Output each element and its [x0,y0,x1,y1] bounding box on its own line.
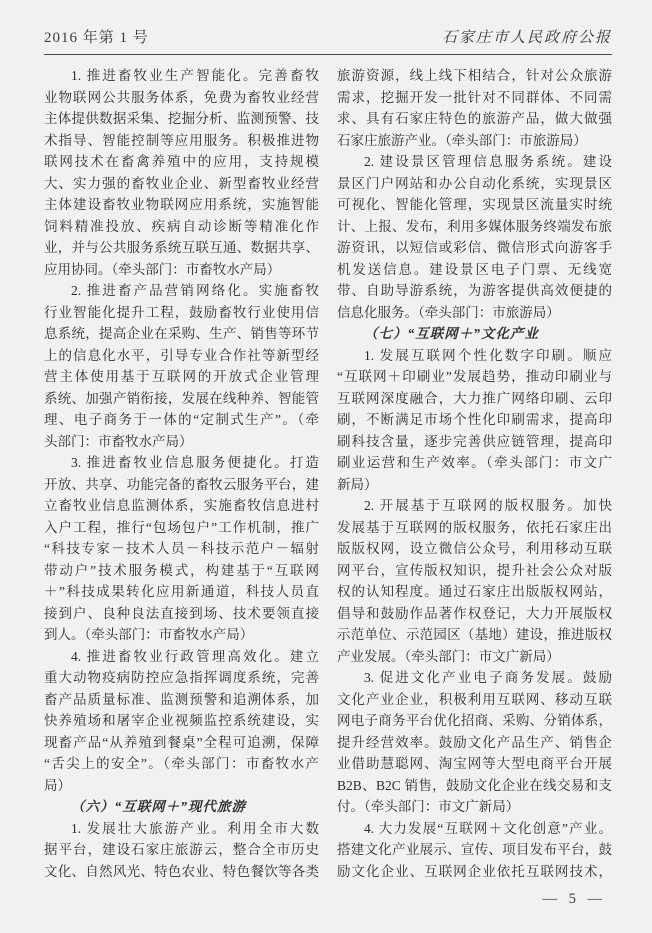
text-line: 文化产业企业，积极利用互联网、移动互联 [337,691,612,707]
text-line: 提升经营效率。鼓励文化产品生产、销售企 [337,734,612,750]
text-line: 带、自助导游系统，为游客提供高效便捷的 [337,283,612,298]
text-line: 示范单位、示范园区（基地）建设，推进版权 [337,627,612,642]
text-line: 景区门户网站和办公自动化系统，实现景区 [337,175,612,191]
text-line: 业物联网公共服务体系，免费为畜牧业经营 [44,89,319,105]
text-line: 业，并与公共服务系统互联互通、数据共享、 [44,240,319,255]
text-line: 业借助慧聪网、淘宝网等大型电商平台开展 [337,756,612,771]
text-line: 权的认知程度。通过石家庄出版版权网站， [337,584,612,599]
text-line: 付。（牵头部门：市文广新局） [337,799,520,814]
text-line: 2. 建设景区管理信息服务系统。建设 [364,154,612,169]
text-line: 接到户、良种良法直接到场、技术要领直接 [44,605,319,621]
text-line: 刷，不断满足市场个性化印刷需求，提高印 [337,412,612,427]
text-line: 2. 开展基于互联网的版权服务。加快 [364,498,612,513]
text-line: 互联网深度融合，大力推广网络印刷、云印 [337,390,612,406]
text-line: 1. 发展互联网个性化数字印刷。顺应 [364,347,612,363]
text-line: 快养殖场和屠宰企业视频监控系统建设，实 [44,713,319,728]
text-line: 主体提供数据采集、挖掘分析、监测预警、技 [44,111,319,126]
text-line: 新局） [337,476,378,492]
text-line: “互联网＋印刷业”发展趋势，推动印刷业与 [337,369,612,384]
text-line: “科技专家－技术人员－科技示范户－辐射 [44,541,319,556]
text-line: 开放、共享、功能完备的畜牧云服务平台，建 [44,476,319,492]
text-line: 带动户”技术服务模式，构建基于“互联网 [44,562,319,578]
text-line: 需求，挖掘开发一批针对不同群体、不同需 [337,89,612,105]
document-body [44,65,612,883]
text-line: 发展基于互联网的版权服务，依托石家庄出 [337,519,612,535]
text-line: “舌尖上的安全”。（牵头部门：市畜牧水产 [44,756,319,771]
text-line: 理、电子商务于一体的“定制式生产”。（牵 [44,412,319,427]
text-line: 励文化企业、互联网企业依托互联网技术， [337,863,612,879]
text-line: 行业智能化提升工程，鼓励畜牧行业使用信 [44,304,319,320]
text-line: 信息化服务。（牵头部门：市旅游局） [337,304,560,320]
text-line: 大、实力强的畜牧业企业、新型畜牧业经营 [44,175,319,191]
text-line: 刷科技含量，逐步完善供应链管理，提高印 [337,433,612,449]
text-line: 现畜产品“从养殖到餐桌”全程可追溯，保障 [44,734,319,750]
text-line: 可视化、智能化管理，实现景区流量实时统 [337,197,612,212]
text-line: 游资讯，以短信或彩信、微信形式向游客手 [337,240,612,255]
text-line: 局） [44,777,71,793]
text-line: 搭建文化产业展示、宣传、项目发布平台，鼓 [337,842,612,857]
text-line: 应用协同。（牵头部门：市畜牧水产局） [44,261,281,277]
page-number: — 5 — [542,891,606,907]
text-line: 1. 推进畜牧业生产智能化。完善畜牧 [71,68,319,83]
text-line: 头部门：市畜牧水产局） [44,433,193,449]
text-line: 网平台，宣传版权知识，提升社会公众对版 [337,562,612,578]
text-line: 网电子商务平台优化招商、采购、分销体系， [337,713,612,728]
text-line: 版版权网，设立微信公众号，利用移动互联 [337,541,612,556]
text-line: 联网技术在畜禽养殖中的应用，支持规模 [44,154,319,169]
text-line: 旅游资源，线上线下相结合，针对公众旅游 [337,68,612,83]
text-line: 据平台，建设石家庄旅游云，整合全市历史 [44,842,319,857]
page-footer [44,890,612,908]
text-line: 术指导、智能控制等应用服务。积极推进物 [44,132,319,148]
issue-number: 2016 年第 1 号 [44,30,149,46]
text-line: 到人。（牵头部门：市畜牧水产局） [44,627,254,642]
text-line: 主体建设畜牧业物联网应用系统，实施智能 [44,197,319,212]
text-line: 3. 推进畜牧业信息服务便捷化。打造 [71,455,319,470]
text-line: B2B、B2C 销售，鼓励文化企业在线交易和支 [337,777,612,793]
text-line: 立畜牧业信息监测体系，实施畜牧信息进村 [44,498,319,513]
text-line: 饲料精准投放、疾病自动诊断等精准化作 [44,218,319,234]
text-line: 2. 推进畜产品营销网络化。实施畜牧 [71,283,319,298]
text-line: 产业发展。（牵头部门：市文广新局） [337,648,560,664]
section-heading: （七）“互联网＋”文化产业 [364,326,539,341]
text-line: 畜产品质量标准、监测预警和追溯体系，加 [44,691,319,707]
text-line: 1. 发展壮大旅游产业。利用全市大数 [71,820,319,836]
text-line: 倡导和鼓励作品著作权登记，大力开展版权 [337,605,612,621]
text-line: 机发送信息。建设景区电子门票、无线宽 [337,261,612,277]
left-column [44,65,319,883]
text-line: 计、上报、发布，利用多媒体服务终端发布旅 [337,218,612,234]
section-heading: （六）“互联网＋”现代旅游 [71,799,246,814]
text-line: 文化、自然风光、特色农业、特色餐饮等各类 [44,863,319,879]
text-line: 息系统，提高企业在采购、生产、销售等环节 [44,326,319,341]
text-line: 4. 大力发展“互联网＋文化创意”产业。 [364,820,612,836]
text-line: 入户工程，推行“包场包户”工作机制，推广 [44,519,319,535]
gazette-title: 石家庄市人民政府公报 [441,30,612,46]
text-line: 重大动物疫病防控应急指挥调度系统，完善 [44,670,319,685]
text-line: 3. 促进文化产业电子商务发展。鼓励 [364,670,612,685]
text-line: 上的信息化水平，引导专业合作社等新型经 [44,347,319,363]
right-column [337,65,612,883]
text-line: 石家庄旅游产业。（牵头部门：市旅游局） [337,132,587,148]
text-line: 4. 推进畜牧业行政管理高效化。建立 [71,648,319,664]
text-line: 刷业运营和生产效率。（牵头部门：市文广 [337,455,612,470]
text-line: ＋”科技成果转化应用新通道，科技人员直 [44,584,319,599]
text-line: 求、具有石家庄特色的旅游产品，做大做强 [337,111,612,126]
text-line: 系统、加强产销衔接，发展在线种养、智能管 [44,390,319,406]
page-header [44,26,612,55]
text-line: 营主体使用基于互联网的开放式企业管理 [44,369,319,384]
